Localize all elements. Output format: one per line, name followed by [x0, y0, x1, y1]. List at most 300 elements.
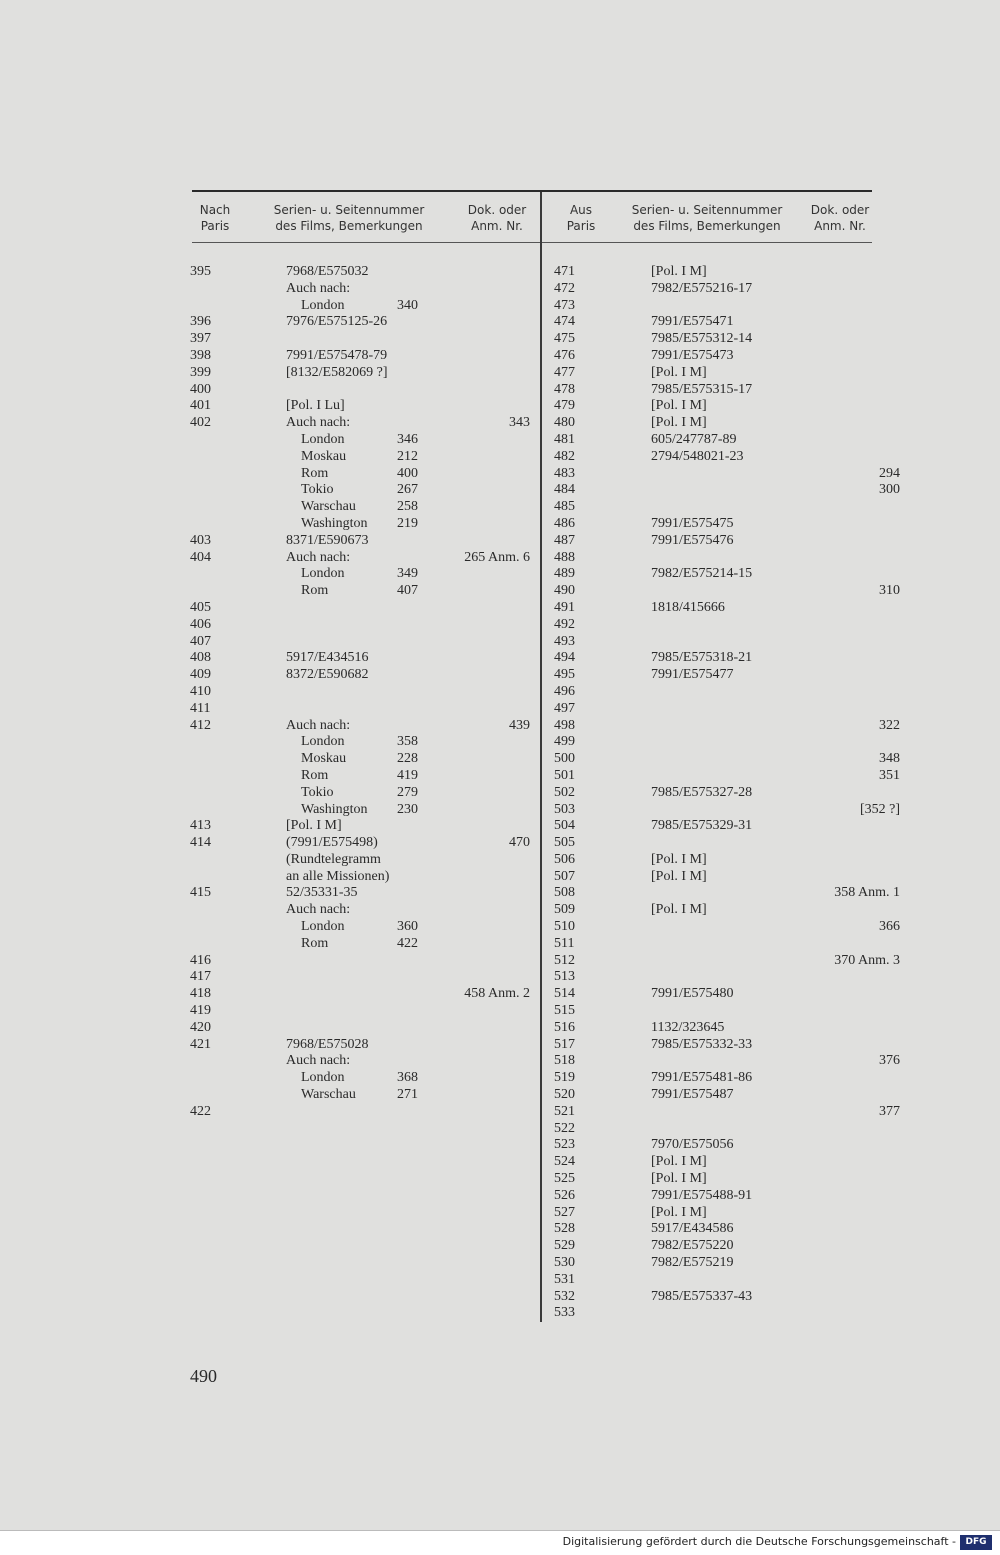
film-reference: [Pol. I M]: [651, 851, 707, 867]
film-reference: 8372/E590682: [286, 667, 369, 683]
table-row: [540, 986, 900, 1003]
film-reference: Auch nach:: [286, 717, 351, 733]
table-row: [0, 1104, 540, 1121]
entry-number: 526: [554, 1187, 575, 1203]
table-row: [540, 936, 900, 953]
table-row: [540, 1289, 900, 1306]
city-doc-number: 400: [397, 465, 418, 481]
film-reference: (Rundtelegramm: [286, 851, 381, 867]
doc-reference: [352 ?]: [859, 801, 900, 817]
doc-reference: 300: [879, 482, 900, 498]
table-row: [540, 1037, 900, 1054]
entry-number: 406: [190, 616, 211, 632]
header-nach-paris: Nach Paris: [199, 203, 231, 233]
entry-number: 511: [554, 935, 575, 951]
entry-number: 493: [554, 633, 575, 649]
table-row: [540, 802, 900, 819]
table-row: [0, 1070, 540, 1087]
entry-number: 488: [554, 549, 575, 565]
entry-number: 506: [554, 851, 575, 867]
entry-number: 485: [554, 499, 575, 515]
city-doc-number: 349: [397, 566, 418, 582]
entry-number: 416: [190, 952, 211, 968]
entry-number: 523: [554, 1137, 575, 1153]
table-row: [540, 1221, 900, 1238]
table-row: [0, 432, 540, 449]
table-row: [540, 449, 900, 466]
table-row: [0, 869, 540, 886]
page-number: 490: [190, 1366, 217, 1386]
city-name: Warschau: [301, 1087, 356, 1103]
film-reference: 7991/E575481-86: [651, 1070, 753, 1086]
city-name: London: [301, 1070, 345, 1086]
entry-number: 527: [554, 1204, 575, 1220]
film-reference: Auch nach:: [286, 549, 351, 565]
entry-number: 471: [554, 264, 575, 279]
city-name: Rom: [301, 935, 329, 951]
table-row: [0, 634, 540, 651]
city-doc-number: 368: [397, 1070, 418, 1086]
table-row: [0, 499, 540, 516]
city-name: Tokio: [301, 784, 334, 800]
city-name: Rom: [301, 767, 329, 783]
table-row: [540, 667, 900, 684]
entry-number: 531: [554, 1271, 575, 1287]
film-reference: 7970/E575056: [651, 1137, 734, 1153]
table-row: [0, 1003, 540, 1020]
table-row: [540, 1020, 900, 1037]
table-row: [0, 1053, 540, 1070]
entry-number: 407: [190, 633, 211, 649]
table-row: [540, 1255, 900, 1272]
entry-number: 533: [554, 1305, 575, 1321]
entry-number: 529: [554, 1238, 575, 1254]
table-row: [540, 600, 900, 617]
film-reference: [8132/E582069 ?]: [286, 364, 388, 380]
entry-number: 395: [190, 264, 211, 279]
city-doc-number: 228: [397, 751, 418, 767]
table-row: [540, 902, 900, 919]
table-row: [0, 986, 540, 1003]
entry-number: 411: [190, 700, 211, 716]
entry-number: 478: [554, 381, 575, 397]
film-reference: Auch nach:: [286, 280, 351, 296]
film-reference: [Pol. I M]: [651, 364, 707, 380]
table-row: [540, 1137, 900, 1154]
table-row: [540, 835, 900, 852]
entry-number: 522: [554, 1120, 575, 1136]
film-reference: 5917/E434586: [651, 1221, 734, 1237]
film-reference: an alle Missionen): [286, 868, 390, 884]
city-name: Rom: [301, 583, 329, 599]
entry-number: 490: [554, 583, 575, 599]
table-row: [540, 533, 900, 550]
table-row: [0, 533, 540, 550]
doc-reference: 370 Anm. 3: [834, 952, 900, 968]
doc-reference: 343: [509, 415, 530, 431]
table-row: [0, 550, 540, 567]
dfg-logo: DFG: [960, 1535, 992, 1550]
table-row: [540, 701, 900, 718]
header-dok-right: Dok. oder Anm. Nr.: [810, 203, 870, 233]
entry-number: 414: [190, 835, 211, 851]
film-reference: 7985/E575318-21: [651, 650, 753, 666]
doc-reference: 310: [879, 583, 900, 599]
entry-number: 399: [190, 364, 211, 380]
film-reference: [Pol. I M]: [651, 264, 707, 279]
film-reference: [Pol. I M]: [651, 415, 707, 431]
table-row: [0, 314, 540, 331]
table-row: [540, 432, 900, 449]
header-aus-paris: Aus Paris: [566, 203, 596, 233]
entry-number: 491: [554, 599, 575, 615]
entry-number: 420: [190, 1019, 211, 1035]
film-reference: 7982/E575220: [651, 1238, 734, 1254]
entry-number: 515: [554, 1003, 575, 1019]
film-reference: [Pol. I M]: [651, 902, 707, 918]
entry-number: 401: [190, 398, 211, 414]
film-reference: 7985/E575315-17: [651, 381, 753, 397]
entry-number: 405: [190, 599, 211, 615]
table-row: [540, 331, 900, 348]
film-reference: 7991/E575488-91: [651, 1187, 753, 1203]
table-row: [540, 684, 900, 701]
entry-number: 472: [554, 280, 575, 296]
film-reference: [Pol. I M]: [286, 818, 342, 834]
entry-number: 477: [554, 364, 575, 380]
entry-number: 510: [554, 919, 575, 935]
table-row: [0, 768, 540, 785]
table-row: [540, 1188, 900, 1205]
entry-number: 507: [554, 868, 575, 884]
entry-number: 476: [554, 347, 575, 363]
film-reference: 7982/E575219: [651, 1255, 734, 1271]
table-row: [0, 835, 540, 852]
table-row: [0, 482, 540, 499]
entry-number: 474: [554, 314, 575, 330]
table-row: [540, 1171, 900, 1188]
city-doc-number: 230: [397, 801, 418, 817]
table-row: [0, 802, 540, 819]
table-row: [0, 365, 540, 382]
entry-number: 524: [554, 1154, 575, 1170]
doc-reference: 366: [879, 919, 900, 935]
table-row: [540, 852, 900, 869]
table-row: [0, 969, 540, 986]
city-name: Moskau: [301, 448, 347, 464]
table-row: [0, 667, 540, 684]
city-doc-number: 340: [397, 297, 418, 313]
city-doc-number: 219: [397, 515, 418, 531]
film-reference: 605/247787-89: [651, 431, 737, 447]
table-row: [0, 936, 540, 953]
doc-reference: 376: [879, 1053, 900, 1069]
entry-number: 419: [190, 1003, 211, 1019]
entry-number: 473: [554, 297, 575, 313]
entry-number: 475: [554, 331, 575, 347]
entry-number: 512: [554, 952, 575, 968]
entry-number: 516: [554, 1019, 575, 1035]
table-row: [0, 1087, 540, 1104]
table-row: [540, 885, 900, 902]
film-reference: 7985/E575329-31: [651, 818, 753, 834]
table-row: [0, 734, 540, 751]
entry-number: 418: [190, 986, 211, 1002]
table-row: [540, 1087, 900, 1104]
film-reference: 7991/E575480: [651, 986, 734, 1002]
film-reference: 7985/E575337-43: [651, 1288, 753, 1304]
film-reference: 7991/E575473: [651, 347, 734, 363]
city-name: Tokio: [301, 482, 334, 498]
film-reference: 7968/E575032: [286, 264, 369, 279]
doc-reference: 265 Anm. 6: [464, 549, 530, 565]
film-reference: Auch nach:: [286, 1053, 351, 1069]
entry-number: 398: [190, 347, 211, 363]
film-reference: 7991/E575487: [651, 1087, 734, 1103]
table-row: [540, 768, 900, 785]
city-doc-number: 419: [397, 767, 418, 783]
film-reference: [Pol. I M]: [651, 398, 707, 414]
city-doc-number: 407: [397, 583, 418, 599]
city-name: Washington: [301, 801, 368, 817]
city-doc-number: 267: [397, 482, 418, 498]
table-row: [540, 415, 900, 432]
table-row: [0, 600, 540, 617]
table-row: [0, 701, 540, 718]
film-reference: 5917/E434516: [286, 650, 369, 666]
table-row: [540, 550, 900, 567]
table-row: [0, 264, 540, 281]
doc-reference: 294: [879, 465, 900, 481]
film-reference: 7991/E575478-79: [286, 347, 388, 363]
film-reference: 7985/E575312-14: [651, 331, 753, 347]
entry-number: 517: [554, 1036, 575, 1052]
table-row: [0, 466, 540, 483]
header-serien-left: Serien- u. Seitennummer des Films, Bemerkungen: [273, 203, 425, 233]
table-row: [0, 382, 540, 399]
table-row: [540, 314, 900, 331]
entry-number: 501: [554, 767, 575, 783]
city-name: London: [301, 566, 345, 582]
table-row: [540, 348, 900, 365]
film-reference: Auch nach:: [286, 902, 351, 918]
table-row: [0, 785, 540, 802]
table-row: [540, 365, 900, 382]
entry-number: 530: [554, 1255, 575, 1271]
film-reference: 7968/E575028: [286, 1036, 369, 1052]
entry-number: 422: [190, 1103, 211, 1119]
table-row: [540, 264, 900, 281]
table-row: [0, 566, 540, 583]
doc-reference: 322: [879, 717, 900, 733]
table-row: [540, 382, 900, 399]
entry-number: 480: [554, 415, 575, 431]
table-row: [0, 415, 540, 432]
film-reference: 7985/E575327-28: [651, 784, 753, 800]
left-table-body: [0, 264, 540, 1121]
film-reference: (7991/E575498): [286, 835, 378, 851]
entry-number: 505: [554, 835, 575, 851]
table-row: [540, 617, 900, 634]
city-name: London: [301, 431, 345, 447]
doc-reference: 377: [879, 1103, 900, 1119]
film-reference: [Pol. I Lu]: [286, 398, 345, 414]
film-reference: 7982/E575214-15: [651, 566, 753, 582]
table-row: [540, 1305, 900, 1322]
footer-text: Digitalisierung gefördert durch die Deutsche Forschungsgemeinschaft -: [562, 1535, 956, 1548]
entry-number: 497: [554, 700, 575, 716]
doc-reference: 470: [509, 835, 530, 851]
table-row: [540, 919, 900, 936]
entry-number: 397: [190, 331, 211, 347]
city-name: Washington: [301, 515, 368, 531]
film-reference: 7985/E575332-33: [651, 1036, 753, 1052]
film-reference: 7991/E575477: [651, 667, 734, 683]
table-row: [0, 818, 540, 835]
table-row: [540, 566, 900, 583]
doc-reference: 439: [509, 717, 530, 733]
table-row: [540, 751, 900, 768]
entry-number: 479: [554, 398, 575, 414]
city-name: London: [301, 734, 345, 750]
entry-number: 408: [190, 650, 211, 666]
table-row: [0, 348, 540, 365]
city-name: Warschau: [301, 499, 356, 515]
film-reference: [Pol. I M]: [651, 1154, 707, 1170]
doc-reference: 458 Anm. 2: [464, 986, 530, 1002]
entry-number: 487: [554, 532, 575, 548]
table-row: [540, 466, 900, 483]
table-row: [0, 953, 540, 970]
table-row: [540, 298, 900, 315]
table-row: [0, 1020, 540, 1037]
table-row: [540, 1238, 900, 1255]
entry-number: 396: [190, 314, 211, 330]
entry-number: 532: [554, 1288, 575, 1304]
table-row: [540, 969, 900, 986]
table-row: [0, 1037, 540, 1054]
table-row: [0, 617, 540, 634]
table-row: [540, 281, 900, 298]
table-row: [540, 398, 900, 415]
film-reference: [Pol. I M]: [651, 868, 707, 884]
entry-number: 521: [554, 1103, 575, 1119]
table-row: [540, 1003, 900, 1020]
entry-number: 520: [554, 1087, 575, 1103]
city-doc-number: 212: [397, 448, 418, 464]
table-row: [540, 1070, 900, 1087]
film-reference: 7991/E575475: [651, 515, 734, 531]
film-reference: 7991/E575471: [651, 314, 734, 330]
entry-number: 528: [554, 1221, 575, 1237]
entry-number: 499: [554, 734, 575, 750]
table-row: [0, 650, 540, 667]
table-row: [540, 818, 900, 835]
right-table-body: [540, 264, 900, 1322]
entry-number: 514: [554, 986, 575, 1002]
entry-number: 513: [554, 969, 575, 985]
table-row: [540, 516, 900, 533]
entry-number: 403: [190, 532, 211, 548]
table-row: [540, 650, 900, 667]
film-reference: 1818/415666: [651, 599, 725, 615]
city-doc-number: 358: [397, 734, 418, 750]
entry-number: 489: [554, 566, 575, 582]
entry-number: 504: [554, 818, 575, 834]
table-row: [0, 919, 540, 936]
table-row: [0, 331, 540, 348]
entry-number: 500: [554, 751, 575, 767]
table-row: [540, 1205, 900, 1222]
film-reference: 8371/E590673: [286, 532, 369, 548]
city-doc-number: 271: [397, 1087, 418, 1103]
table-row: [540, 634, 900, 651]
entry-number: 483: [554, 465, 575, 481]
table-row: [540, 1053, 900, 1070]
city-name: Rom: [301, 465, 329, 481]
entry-number: 484: [554, 482, 575, 498]
header-serien-right: Serien- u. Seitennummer des Films, Bemerkungen: [631, 203, 783, 233]
entry-number: 481: [554, 431, 575, 447]
table-row: [540, 1104, 900, 1121]
city-doc-number: 422: [397, 935, 418, 951]
entry-number: 421: [190, 1036, 211, 1052]
table-row: [540, 734, 900, 751]
city-doc-number: 346: [397, 431, 418, 447]
film-reference: 7991/E575476: [651, 532, 734, 548]
table-row: [0, 398, 540, 415]
film-reference: Auch nach:: [286, 415, 351, 431]
table-row: [540, 718, 900, 735]
entry-number: 525: [554, 1171, 575, 1187]
table-row: [540, 482, 900, 499]
entry-number: 492: [554, 616, 575, 632]
table-row: [540, 1121, 900, 1138]
city-name: London: [301, 919, 345, 935]
entry-number: 417: [190, 969, 211, 985]
film-reference: [Pol. I M]: [651, 1171, 707, 1187]
entry-number: 413: [190, 818, 211, 834]
entry-number: 509: [554, 902, 575, 918]
city-doc-number: 279: [397, 784, 418, 800]
header-dok-left: Dok. oder Anm. Nr.: [467, 203, 527, 233]
table-row: [540, 1154, 900, 1171]
entry-number: 498: [554, 717, 575, 733]
table-row: [540, 953, 900, 970]
table-row: [0, 751, 540, 768]
entry-number: 494: [554, 650, 575, 666]
table-row: [540, 785, 900, 802]
table-row: [0, 449, 540, 466]
entry-number: 503: [554, 801, 575, 817]
table-row: [540, 1272, 900, 1289]
entry-number: 482: [554, 448, 575, 464]
entry-number: 518: [554, 1053, 575, 1069]
doc-reference: 348: [879, 751, 900, 767]
entry-number: 412: [190, 717, 211, 733]
table-row: [0, 885, 540, 902]
entry-number: 486: [554, 515, 575, 531]
table-row: [0, 684, 540, 701]
entry-number: 496: [554, 683, 575, 699]
entry-number: 519: [554, 1070, 575, 1086]
city-doc-number: 258: [397, 499, 418, 515]
city-name: London: [301, 297, 345, 313]
table-row: [540, 499, 900, 516]
film-reference: [Pol. I M]: [651, 1204, 707, 1220]
doc-reference: 351: [879, 767, 900, 783]
city-name: Moskau: [301, 751, 347, 767]
